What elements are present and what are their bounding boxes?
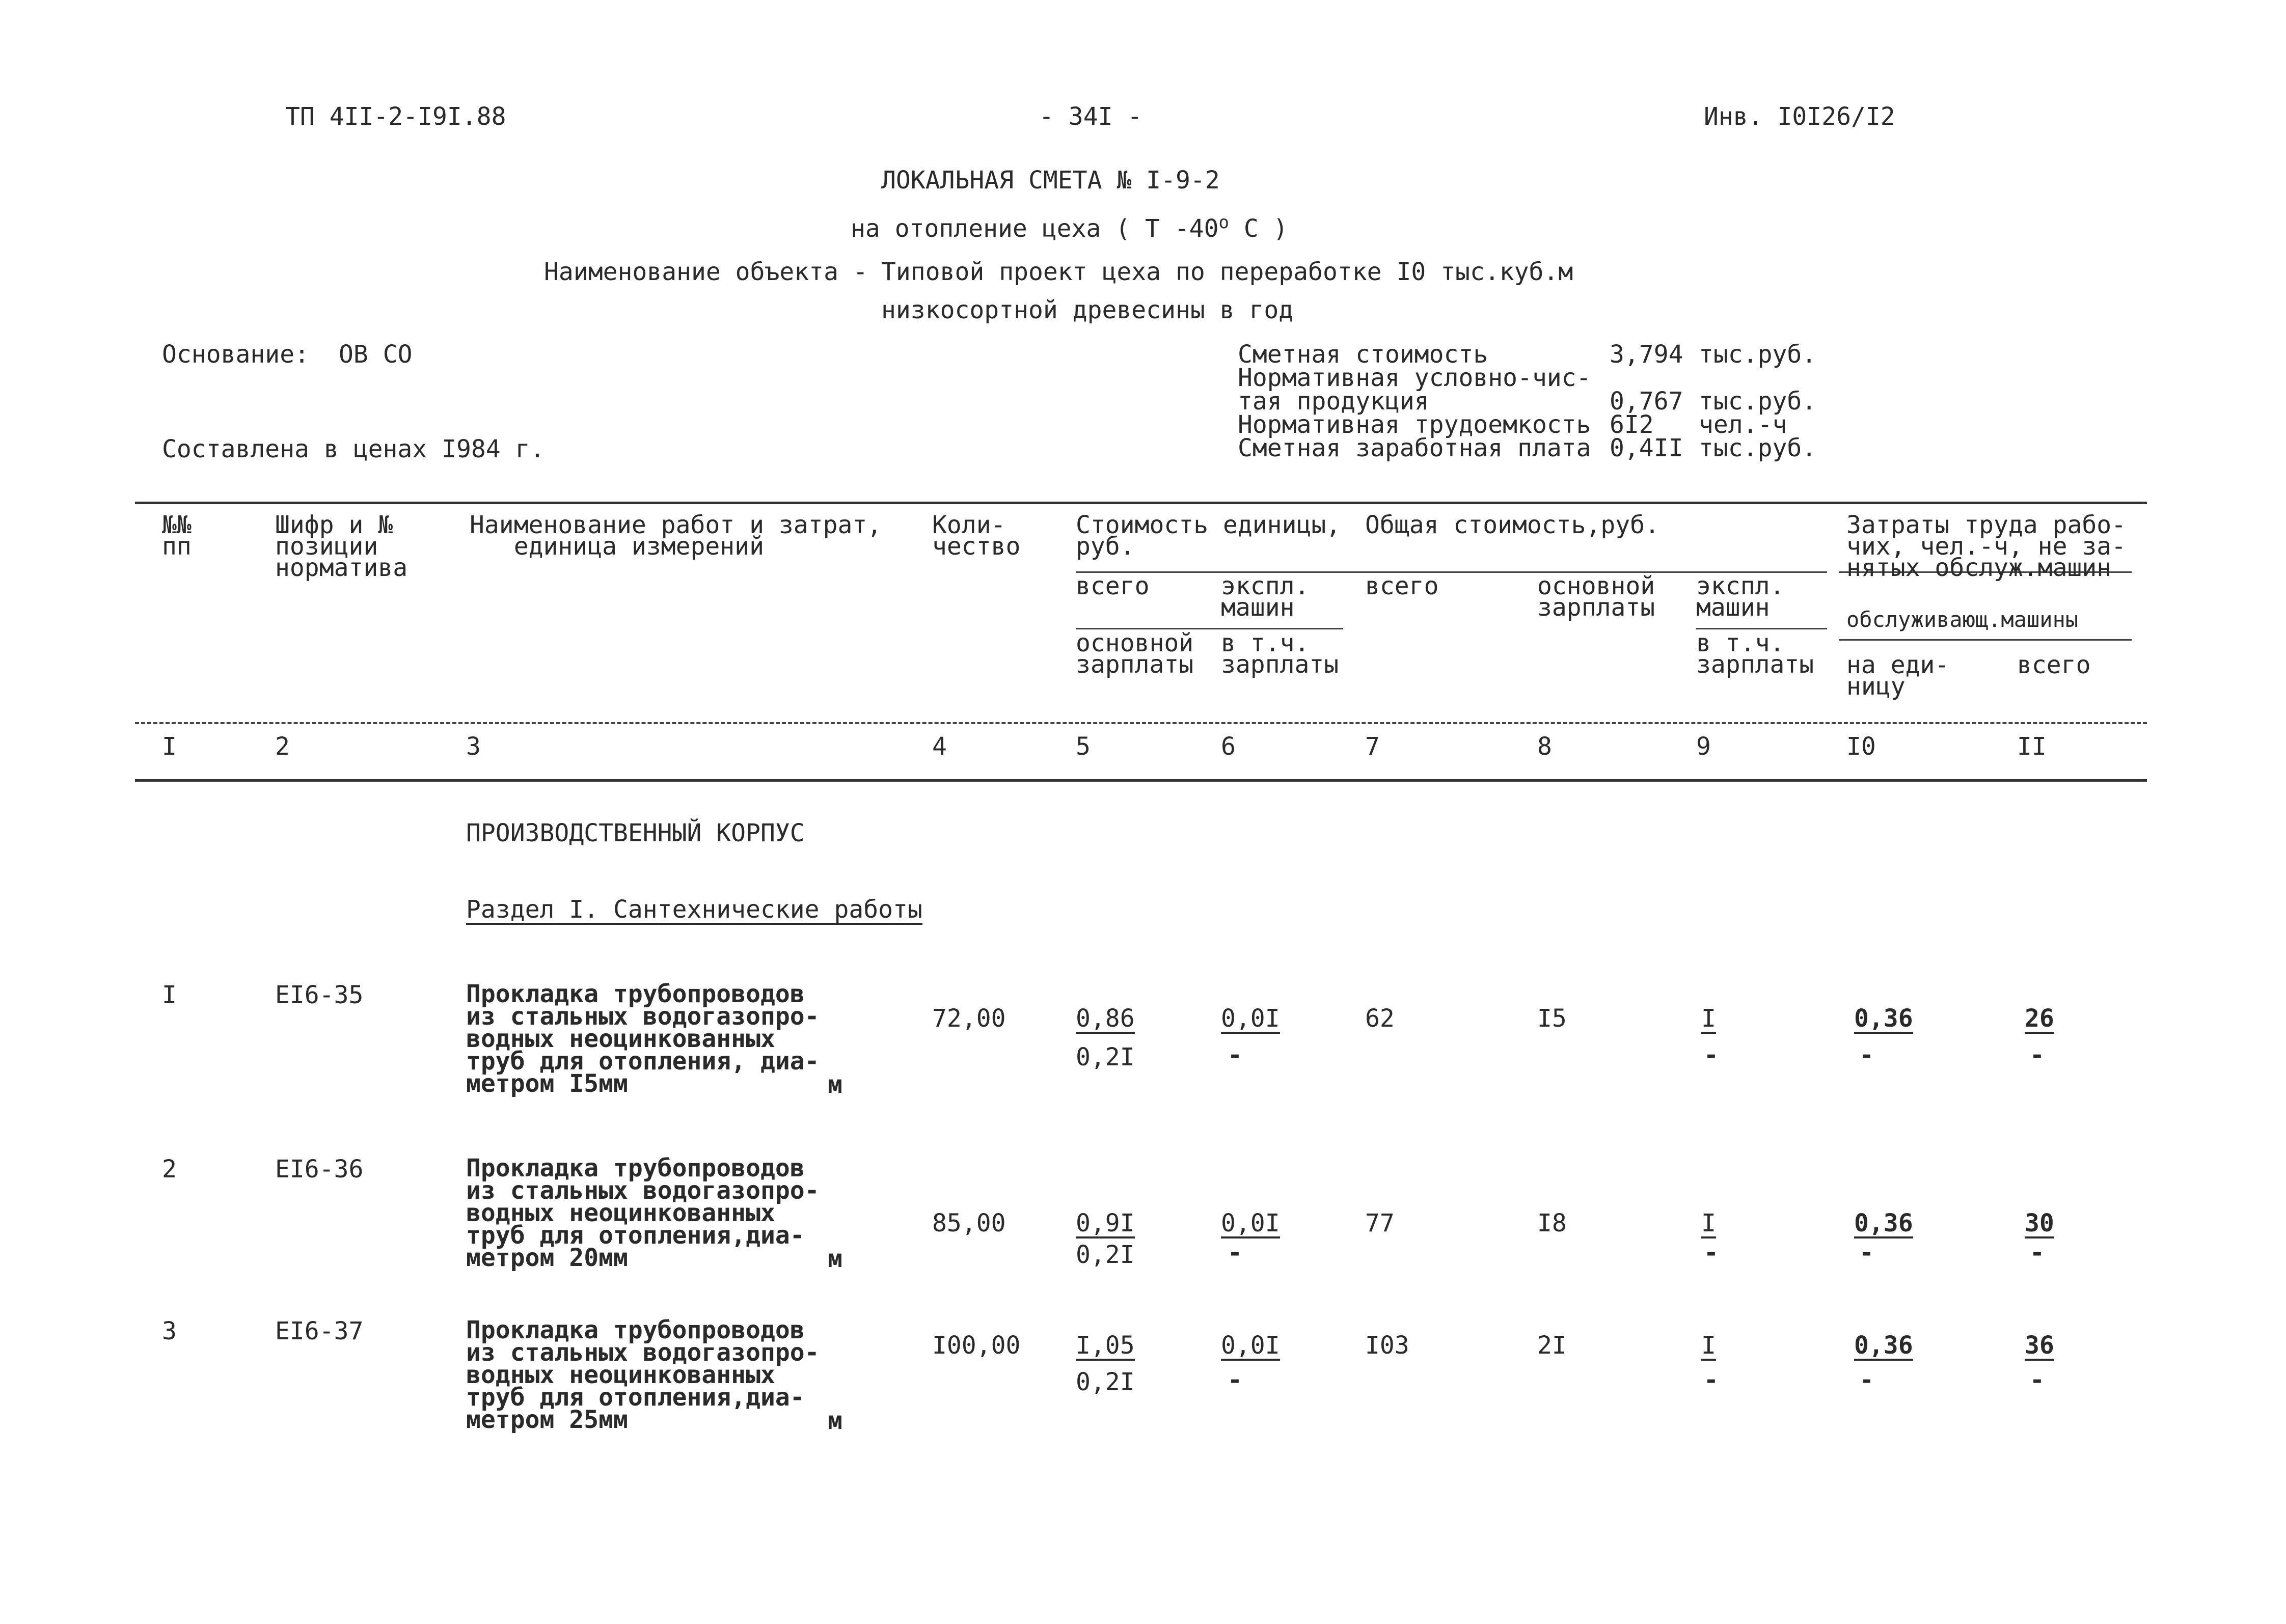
total-cost: 77 bbox=[1365, 1209, 1395, 1237]
column-number: II bbox=[2017, 732, 2047, 761]
column-number: I0 bbox=[1846, 732, 1876, 761]
document-code: ТП 4II-2-I9I.88 bbox=[285, 102, 506, 131]
header-labor-sub: обслуживающ.машины bbox=[1846, 607, 2079, 632]
row-number: 2 bbox=[162, 1155, 177, 1183]
total-machines: I bbox=[1701, 1331, 1716, 1360]
object-label: Наименование объекта - bbox=[544, 258, 868, 286]
total-machine-wage: - bbox=[1704, 1238, 1719, 1267]
row-code: ЕI6-36 bbox=[275, 1155, 364, 1183]
column-number: 8 bbox=[1537, 732, 1552, 761]
total-machines: I bbox=[1701, 1004, 1716, 1033]
labor-per-unit-sub: - bbox=[1859, 1041, 1874, 1069]
header-labor-unit: на еди- ницу bbox=[1846, 651, 1950, 701]
total-wage: 2I bbox=[1537, 1331, 1567, 1360]
total-machine-wage: - bbox=[1704, 1041, 1719, 1069]
summary-label: Сметная заработная плата bbox=[1238, 434, 1591, 462]
row-number: 3 bbox=[162, 1317, 177, 1345]
column-number: 3 bbox=[466, 732, 481, 761]
summary-unit: чел.-ч bbox=[1699, 410, 1787, 439]
row-quantity: I00,00 bbox=[932, 1331, 1021, 1360]
column-number: 4 bbox=[932, 732, 947, 761]
row-unit: м bbox=[828, 1407, 842, 1435]
header-bottom-rule bbox=[135, 722, 2147, 724]
object-name-line2: низкосортной древесины в год bbox=[881, 296, 1294, 324]
column-number: 9 bbox=[1696, 732, 1711, 761]
total-wage: I5 bbox=[1537, 1004, 1567, 1033]
unit-machine-wage: - bbox=[1228, 1238, 1242, 1267]
header-code: Шифр и № позиции норматива bbox=[275, 511, 408, 582]
summary-label: Нормативная трудоемкость bbox=[1238, 410, 1591, 439]
unit-machine-wage: - bbox=[1228, 1041, 1242, 1069]
page-number: - 34I - bbox=[1039, 102, 1142, 131]
object-name-line1: Типовой проект цеха по переработке I0 тыс.куб.м bbox=[881, 258, 1573, 286]
summary-label: Нормативная условно-чис- bbox=[1238, 364, 1591, 392]
labor-total-sub: - bbox=[2030, 1366, 2045, 1394]
row-description: Прокладка трубопроводов из стальных водогазопро- водных неоцинкованных труб для отопления,диа- метром 20мм bbox=[466, 1154, 820, 1272]
header-labor: Затраты труда рабо- чих, чел.-ч, не за- нятых обслуж.машин bbox=[1846, 511, 2127, 582]
header-quantity: Коли- чество bbox=[932, 511, 1021, 561]
header-unit-machines: экспл. машин bbox=[1221, 572, 1310, 622]
labor-per-unit-sub: - bbox=[1859, 1238, 1874, 1267]
labor-per-unit: 0,36 bbox=[1854, 1209, 1913, 1237]
header-unit-cost: Стоимость единицы, руб. bbox=[1076, 511, 1341, 561]
summary-value: 0,767 bbox=[1610, 387, 1683, 416]
column-number: 2 bbox=[275, 732, 290, 761]
total-machine-wage: - bbox=[1704, 1366, 1719, 1394]
degree-sign: о bbox=[1218, 212, 1229, 233]
unit-total: 0,9I bbox=[1076, 1209, 1135, 1237]
header-num: №№ пп bbox=[162, 511, 192, 561]
unit-machines: 0,0I bbox=[1221, 1209, 1280, 1237]
labor-total: 26 bbox=[2025, 1004, 2054, 1033]
summary-unit: тыс.руб. bbox=[1699, 340, 1817, 369]
total-cost: 62 bbox=[1365, 1004, 1395, 1033]
unit-wage: 0,2I bbox=[1076, 1241, 1135, 1269]
basis-value: ОВ СО bbox=[339, 340, 413, 369]
total-cost: I03 bbox=[1365, 1331, 1409, 1360]
prices-note: Составлена в ценах I984 г. bbox=[162, 435, 545, 463]
labor-total-sub: - bbox=[2030, 1238, 2045, 1267]
column-number: 6 bbox=[1221, 732, 1236, 761]
unit-total: 0,86 bbox=[1076, 1004, 1135, 1033]
inventory-number: Инв. I0I26/I2 bbox=[1704, 102, 1895, 131]
header-unit-wage: основной зарплаты bbox=[1076, 629, 1194, 679]
header-total-machine-wage: в т.ч. зарплаты bbox=[1696, 629, 1814, 679]
summary-value: 3,794 bbox=[1610, 340, 1683, 369]
header-unit-total: всего bbox=[1076, 572, 1150, 600]
column-numbers-rule bbox=[135, 779, 2147, 782]
summary-value: 6I2 bbox=[1610, 410, 1654, 439]
labor-per-unit: 0,36 bbox=[1854, 1004, 1913, 1033]
estimate-subtitle bbox=[851, 214, 1288, 241]
header-name: Наименование работ и затрат, единица измерений bbox=[470, 511, 882, 561]
header-total-cost: Общая стоимость,руб. bbox=[1365, 511, 1659, 539]
row-quantity: 85,00 bbox=[932, 1209, 1006, 1237]
labor-total-sub: - bbox=[2030, 1041, 2045, 1069]
header-labor-total: всего bbox=[2017, 651, 2091, 679]
subtitle-end: С ) bbox=[1243, 214, 1288, 243]
labor-per-unit-sub: - bbox=[1859, 1366, 1874, 1394]
labor-per-unit: 0,36 bbox=[1854, 1331, 1913, 1360]
labor-total: 36 bbox=[2025, 1331, 2054, 1360]
summary-value: 0,4II bbox=[1610, 434, 1683, 462]
unit-wage: 0,2I bbox=[1076, 1043, 1135, 1071]
unit-wage: 0,2I bbox=[1076, 1368, 1135, 1396]
subtitle-main: на отопление цеха ( Т -40 bbox=[851, 214, 1219, 243]
summary-label: Сметная стоимость bbox=[1238, 340, 1488, 369]
column-number: 7 bbox=[1365, 732, 1380, 761]
unit-total: I,05 bbox=[1076, 1331, 1135, 1360]
unit-machine-wage: - bbox=[1228, 1366, 1242, 1394]
column-number: 5 bbox=[1076, 732, 1091, 761]
row-description: Прокладка трубопроводов из стальных водогазопро- водных неоцинкованных труб для отопления,диа- метром 25мм bbox=[466, 1316, 820, 1434]
basis-label: Основание: bbox=[162, 340, 309, 369]
column-number: I bbox=[162, 732, 177, 761]
header-total-wage: основной зарплаты bbox=[1537, 572, 1655, 622]
summary-unit: тыс.руб. bbox=[1699, 434, 1817, 462]
header-unit-machine-wage: в т.ч. зарплаты bbox=[1221, 629, 1339, 679]
unit-machines: 0,0I bbox=[1221, 1331, 1280, 1360]
total-wage: I8 bbox=[1537, 1209, 1567, 1237]
row-quantity: 72,00 bbox=[932, 1004, 1006, 1033]
summary-label: тая продукция bbox=[1238, 387, 1429, 416]
building-heading: ПРОИЗВОДСТВЕННЫЙ КОРПУС bbox=[466, 819, 805, 847]
row-unit: м bbox=[828, 1245, 842, 1273]
section-heading: Раздел I. Сантехнические работы bbox=[466, 895, 922, 924]
row-description: Прокладка трубопроводов из стальных водогазопро- водных неоцинкованных труб для отопления, диа- метром I5мм bbox=[466, 980, 820, 1098]
table-top-rule bbox=[135, 502, 2147, 504]
row-code: ЕI6-37 bbox=[275, 1317, 364, 1345]
summary-unit: тыс.руб. bbox=[1699, 387, 1817, 416]
row-number: I bbox=[162, 981, 177, 1009]
row-unit: м bbox=[828, 1070, 842, 1099]
header-total: всего bbox=[1365, 572, 1439, 600]
row-code: ЕI6-35 bbox=[275, 981, 364, 1009]
estimate-title: ЛОКАЛЬНАЯ СМЕТА № I-9-2 bbox=[881, 166, 1220, 195]
unit-machines: 0,0I bbox=[1221, 1004, 1280, 1033]
header-total-machines: экспл. машин bbox=[1696, 572, 1785, 622]
header-sub-rule-4 bbox=[1839, 639, 2132, 641]
total-machines: I bbox=[1701, 1209, 1716, 1237]
labor-total: 30 bbox=[2025, 1209, 2054, 1237]
